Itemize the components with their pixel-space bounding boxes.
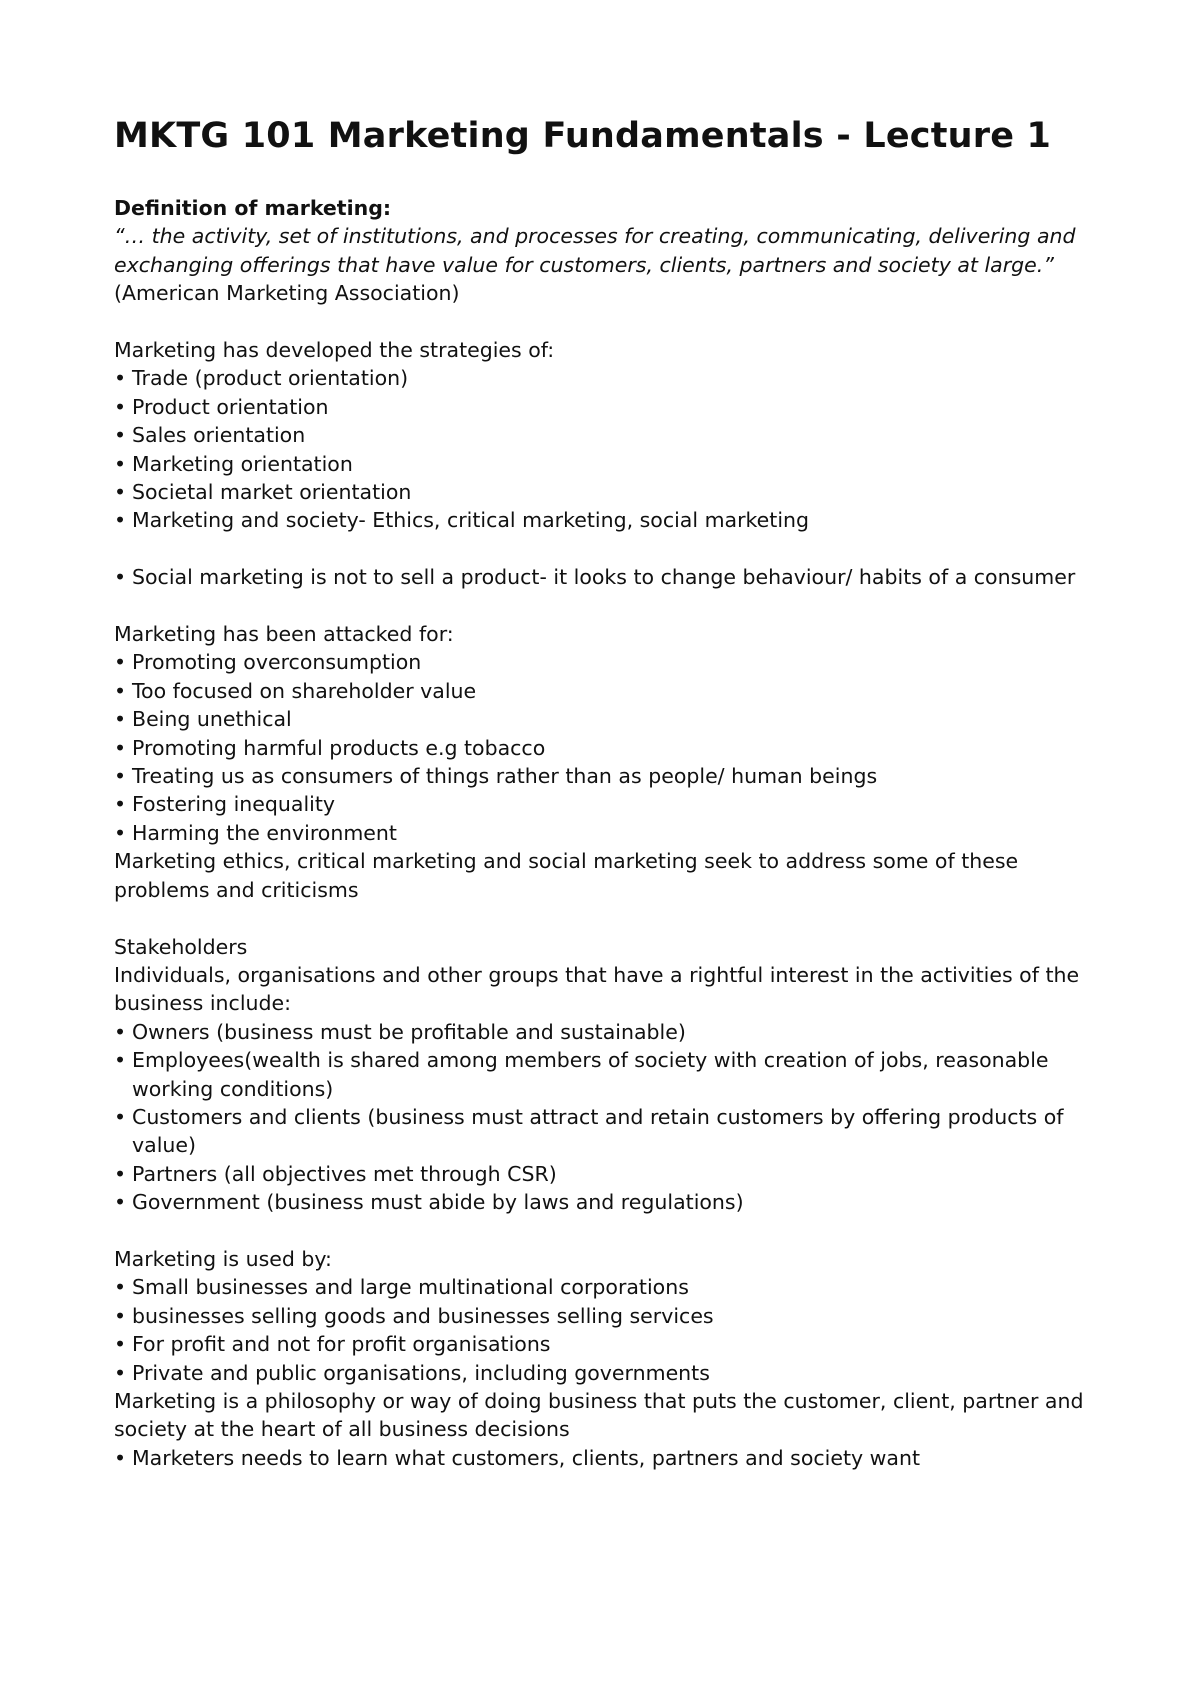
criticisms-list [114,648,1104,847]
strategies-intro: Marketing has developed the strategies of: [114,338,555,363]
bullet-icon: • [114,508,127,533]
bullet-icon: • [114,678,127,703]
list-item-text: Private and public organisations, including governments [132,1360,710,1385]
list-item [114,790,1104,818]
bullet-icon: • [114,1275,127,1300]
definition-label: Definition of marketing: [114,196,392,220]
definition-paragraph [114,222,1104,307]
bullet-icon: • [114,565,127,590]
bullet-icon: • [114,1048,127,1073]
page-title: MKTG 101 Marketing Fundamentals - Lecture 1 [114,116,1052,156]
list-item [114,762,1104,790]
list-item-text: Sales orientation [132,423,306,448]
list-item [114,421,1104,449]
list-item [114,478,1104,506]
stakeholders-heading: Stakeholders [114,934,248,959]
list-item [114,705,1104,733]
list-item-text: Being unethical [132,707,292,732]
bullet-icon: • [114,451,127,476]
strategies-list [114,364,1104,534]
list-item-text: Small businesses and large multinational corporations [132,1275,689,1300]
spacer [114,1217,1104,1245]
list-item-text: Promoting harmful products e.g tobacco [132,735,546,760]
definition-source: (American Marketing Association) [114,281,460,306]
stakeholders-intro: Individuals, organisations and other groups that have a rightful interest in the activities of the business include: [114,962,1080,1016]
bullet-icon: • [114,735,127,760]
spacer [114,904,1104,932]
list-item [114,1444,1104,1472]
bullet-icon: • [114,707,127,732]
spacer [114,592,1104,620]
users-list [114,1273,1104,1387]
list-item [114,648,1104,676]
bullet-icon: • [114,423,127,448]
list-item [114,1302,1104,1330]
bullet-icon: • [114,480,127,505]
list-item-text: Societal market orientation [132,480,412,505]
bullet-icon: • [114,1303,127,1328]
list-item [114,1330,1104,1358]
list-item-text: Social marketing is not to sell a product- it looks to change behaviour/ habits of a consumer [132,565,1076,590]
bullet-icon: • [114,1360,127,1385]
bullet-icon: • [114,1161,127,1186]
list-item [114,734,1104,762]
bullet-icon: • [114,394,127,419]
list-item [114,364,1104,392]
list-item-text: Marketers needs to learn what customers, clients, partners and society want [132,1445,921,1470]
list-item-text: Employees(wealth is shared among members of society with creation of jobs, reasonable working conditions) [132,1048,1049,1101]
list-item-text: Owners (business must be profitable and sustainable) [132,1019,686,1044]
bullet-icon: • [114,1445,127,1470]
list-item [114,393,1104,421]
list-item-text: Fostering inequality [132,792,336,817]
list-item [114,677,1104,705]
bullet-icon: • [114,764,127,789]
list-item [114,1160,1104,1188]
marketing-philosophy: Marketing is a philosophy or way of doing business that puts the customer, client, partner and society at the heart of all business decisions [114,1388,1084,1442]
list-item-text: Too focused on shareholder value [132,678,477,703]
bullet-icon: • [114,1019,127,1044]
bullet-icon: • [114,366,127,391]
bullet-icon: • [114,1104,127,1129]
document-page [114,112,1104,1472]
spacer [114,535,1104,563]
list-item-text: Customers and clients (business must attract and retain customers by offering products of value) [132,1104,1064,1158]
list-item-text: Harming the environment [132,820,397,845]
definition-quote: “… the activity, set of institutions, and processes for creating, communicating, delivering and exchanging offerings that have value for customers, clients, partners and society at large.” [114,224,1076,277]
users-intro: Marketing is used by: [114,1246,332,1271]
bullet-icon: • [114,1190,127,1215]
stakeholders-list [114,1018,1104,1217]
list-item-text: Promoting overconsumption [132,650,422,675]
criticisms-intro: Marketing has been attacked for: [114,622,454,647]
criticisms-summary: Marketing ethics, critical marketing and social marketing seek to address some of these problems and criticisms [114,849,1019,902]
list-item [114,1103,1104,1160]
list-item-text: Marketing and society- Ethics, critical marketing, social marketing [132,508,810,533]
list-item [114,1359,1104,1387]
list-item-text: Marketing orientation [132,451,353,476]
list-item [114,1188,1104,1216]
list-item-text: Trade (product orientation) [132,366,409,391]
document-body [114,194,1104,1472]
list-item [114,450,1104,478]
list-item [114,1046,1104,1103]
list-item [114,506,1104,534]
bullet-icon: • [114,1332,127,1357]
list-item-text: Partners (all objectives met through CSR) [132,1161,557,1186]
bullet-icon: • [114,792,127,817]
list-item [114,1273,1104,1301]
spacer [114,308,1104,336]
bullet-icon: • [114,820,127,845]
list-item [114,1018,1104,1046]
list-item [114,819,1104,847]
list-item-text: Product orientation [132,394,329,419]
list-item-text: Government (business must abide by laws and regulations) [132,1190,744,1215]
list-item-text: businesses selling goods and businesses selling services [132,1303,714,1328]
list-item-text: For profit and not for profit organisations [132,1332,551,1357]
list-item-text: Treating us as consumers of things rather than as people/ human beings [132,764,878,789]
social-marketing-note [114,563,1104,591]
bullet-icon: • [114,650,127,675]
